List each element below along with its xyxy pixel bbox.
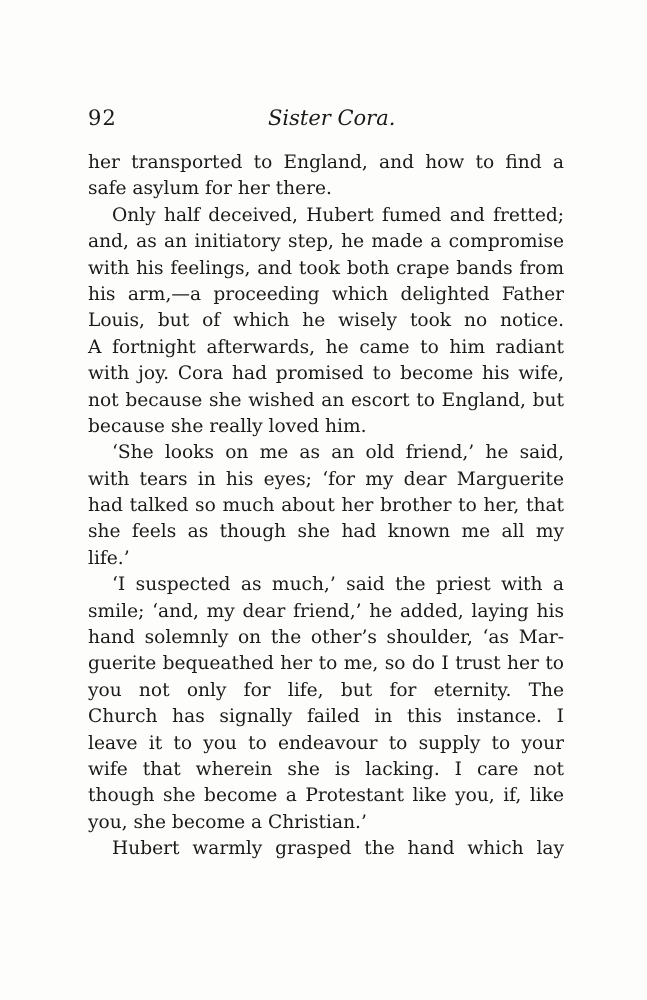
text-line: smile; ‘and, my dear friend,’ he added, laying his: [88, 600, 564, 622]
text-line: Church has signally failed in this instance. I: [88, 706, 564, 728]
text-line: ‘I suspected as much,’ said the priest with a: [112, 574, 564, 596]
text-line: Louis, but of which he wisely took no notice.: [88, 310, 564, 332]
text-line: wife that wherein she is lacking. I care not: [88, 758, 564, 780]
text-line: Hubert warmly grasped the hand which lay: [112, 838, 564, 860]
text-line: Only half deceived, Hubert fumed and fretted;: [112, 204, 564, 226]
text-line: with tears in his eyes; ‘for my dear Marguerite: [88, 468, 564, 490]
text-line: she feels as though she had known me all my: [88, 521, 564, 543]
text-line: not because she wished an escort to England, but: [88, 389, 564, 411]
page-header: [88, 106, 564, 136]
text-line: because she really loved him.: [88, 415, 367, 437]
text-line: his arm,—a proceeding which delighted Father: [88, 283, 564, 305]
text-line: guerite bequeathed her to me, so do I trust her to: [88, 653, 564, 675]
text-line: hand solemnly on the other’s shoulder, ‘as Mar-: [88, 627, 564, 649]
body-text: [88, 150, 564, 863]
text-line: with joy. Cora had promised to become his wife,: [88, 363, 564, 385]
text-line: and, as an initiatory step, he made a compromise: [88, 231, 564, 253]
text-line: you not only for life, but for eternity. The: [88, 679, 564, 701]
page-number: 92: [88, 106, 117, 130]
text-line: had talked so much about her brother to her, that: [88, 495, 564, 517]
text-line: with his feelings, and took both crape bands from: [88, 257, 564, 279]
text-line: life.’: [88, 547, 130, 569]
text-line: though she become a Protestant like you, if, like: [88, 785, 564, 807]
text-line: her transported to England, and how to find a: [88, 152, 564, 173]
text-line: A fortnight afterwards, he came to him radiant: [88, 336, 564, 358]
text-line: ‘She looks on me as an old friend,’ he said,: [112, 442, 564, 464]
text-line: safe asylum for her there.: [88, 178, 332, 200]
running-title: Sister Cora.: [268, 106, 396, 130]
text-line: you, she become a Christian.’: [88, 811, 367, 833]
text-line: leave it to you to endeavour to supply to your: [88, 732, 564, 754]
